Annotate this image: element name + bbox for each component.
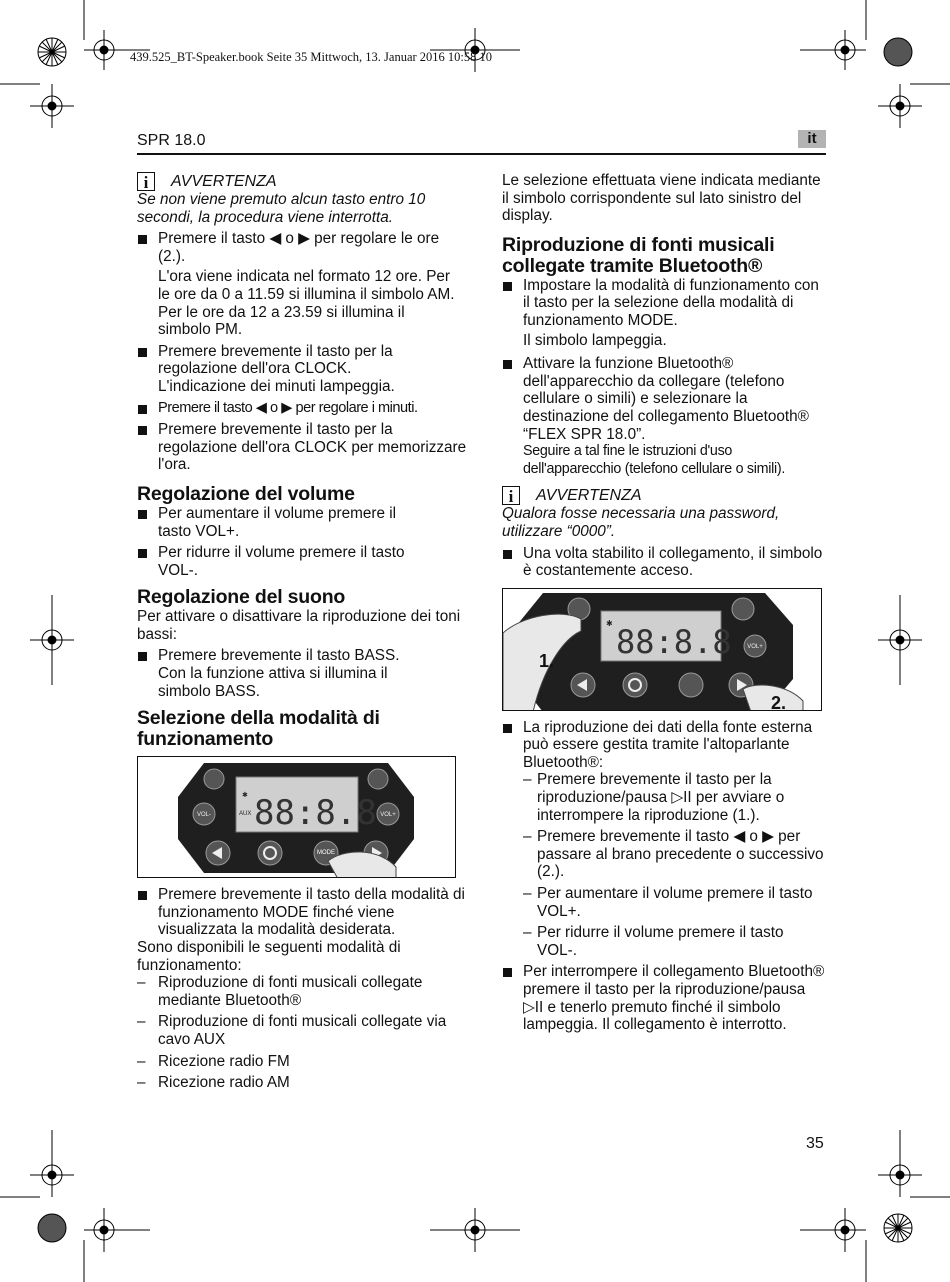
list-item: Premere brevemente il tasto per la regolazione dell'ora CLOCK. — [137, 343, 467, 378]
step-2-label: 2. — [771, 692, 787, 711]
mode-item: – Riproduzione di fonti musicali collegate mediante Bluetooth® — [137, 974, 458, 1009]
list-item: Premere brevemente il tasto della modalità di funzionamento MODE finché viene visualizzata la modalità desiderata. — [137, 886, 467, 939]
modes-intro: Sono disponibili le seguenti modalità di funzionamento: — [137, 939, 401, 974]
figure-bluetooth-panel — [502, 588, 822, 711]
am-indicator: AM — [239, 838, 248, 845]
detail-text: L'ora viene indicata nel formato 12 ore. Per le ore da 0 a 11.59 si illumina il simbolo AM. Per le ore da 12 a 23.59 si illumina il simbolo PM. — [158, 268, 455, 339]
list-item: Per aumentare il volume premere il tasto VOL+. — [137, 505, 418, 540]
list-item: Una volta stabilito il collegamento, il simbolo è costantemente acceso. — [502, 545, 827, 580]
fm-indicator: FM — [239, 846, 248, 853]
info-icon: i — [502, 486, 520, 505]
sub-item: – Per aumentare il volume premere il tasto VOL+. — [523, 885, 827, 920]
list-item: Attivare la funzione Bluetooth® dell'apparecchio da collegare (telefono cellulare o simili) e selezionare la destinazione del collegamento Bluetooth® “FLEX SPR 18.0”. — [502, 355, 827, 443]
book-info-line: 439.525_BT-Speaker.book Seite 35 Mittwoch, 13. Januar 2016 10:58 10 — [130, 50, 493, 64]
sub-item: – Premere brevemente il tasto per la riproduzione/pausa ▷II per avviare o interrompere la riproduzione (1.). — [523, 771, 827, 824]
list-item: La riproduzione dei dati della fonte esterna può essere gestita tramite l'altoparlante Bluetooth®: — [502, 719, 827, 772]
note-text: Se non viene premuto alcun tasto entro 10 secondi, la procedura viene interrotta. — [137, 191, 426, 226]
list-item: Per interrompere il collegamento Bluetooth® premere il tasto per la riproduzione/pausa ▷II e tenerlo premuto finché il simbolo lampeggia. Il collegamento è interrotto. — [502, 963, 827, 1033]
note-title: AVVERTENZA — [171, 173, 277, 190]
list-item: Premere brevemente il tasto BASS. — [137, 647, 467, 665]
mode-label: MODE — [317, 850, 335, 857]
vol-minus-label: VOL- — [196, 812, 212, 819]
left-column — [137, 172, 467, 1092]
bt-indicator: ✱ — [242, 792, 248, 800]
mode-item: – Ricezione radio AM — [137, 1074, 467, 1092]
running-head: SPR 18.0 — [137, 132, 206, 149]
list-item: Per ridurre il volume premere il tasto VOL-. — [137, 544, 408, 579]
device-panel-illustration — [138, 757, 456, 878]
step-1-label: 1. — [539, 650, 555, 671]
note-text: Qualora fosse necessaria una password, utilizzare “0000”. — [502, 505, 780, 540]
header-rule — [137, 153, 826, 155]
device-panel-illustration — [503, 589, 822, 711]
list-item: Impostare la modalità di funzionamento con il tasto per la selezione della modalità di funzionamento MODE. — [502, 277, 827, 330]
list-item: Premere brevemente il tasto per la regolazione dell'ora CLOCK per memorizzare l'ora. — [137, 421, 467, 474]
note-left — [137, 172, 467, 191]
list-item-detail — [137, 265, 458, 338]
list-item-detail: Seguire a tal fine le istruzioni d'uso dell'apparecchio (telefono cellulare o simili). — [523, 443, 785, 477]
seven-seg-display: 88:8.8 — [616, 622, 732, 661]
heading-bluetooth: Riproduzione di fonti musicali collegate tramite Bluetooth® — [502, 233, 775, 277]
note-right — [502, 486, 827, 505]
language-badge: it — [798, 130, 826, 148]
sub-item: – Premere brevemente il tasto ◀ o ▶ per passare al brano precedente o successivo (2.). — [523, 828, 827, 881]
info-icon: i — [137, 172, 155, 191]
mode-item: – Ricezione radio FM — [137, 1053, 467, 1071]
aux-indicator: AUX — [239, 811, 252, 818]
sub-item: – Per ridurre il volume premere il tasto VOL-. — [523, 924, 827, 959]
heading-sound: Regolazione del suono — [137, 586, 346, 609]
list-item-detail: L'indicazione dei minuti lampeggia. — [158, 377, 395, 395]
mode-item: – Riproduzione di fonti musicali collegate via cavo AUX — [137, 1013, 467, 1048]
list-item: Premere il tasto ◀ o ▶ per regolare le ore (2.). — [137, 230, 448, 265]
heading-mode: Selezione della modalità di funzionamento — [137, 707, 380, 751]
seven-seg-display: 88:8.8 — [254, 793, 377, 834]
vol-plus-label: VOL+ — [747, 643, 763, 650]
note-title: AVVERTENZA — [536, 487, 642, 505]
vol-plus-label: VOL+ — [380, 812, 396, 819]
heading-volume: Regolazione del volume — [137, 482, 355, 505]
list-item-detail: Con la funzione attiva si illumina il simbolo BASS. — [158, 665, 388, 700]
intro-text: Le selezione effettuata viene indicata mediante il simbolo corrispondente sul lato sinistro del display. — [502, 172, 821, 225]
page-number: 35 — [806, 1135, 824, 1152]
bt-indicator: ✱ — [606, 618, 613, 628]
figure-mode-panel — [137, 756, 456, 878]
list-item: Premere il tasto ◀ o ▶ per regolare i minuti. — [137, 400, 467, 418]
list-item-detail: Il simbolo lampeggia. — [523, 331, 667, 349]
sound-intro: Per attivare o disattivare la riproduzione dei toni bassi: — [137, 608, 461, 643]
right-column — [502, 172, 827, 1034]
